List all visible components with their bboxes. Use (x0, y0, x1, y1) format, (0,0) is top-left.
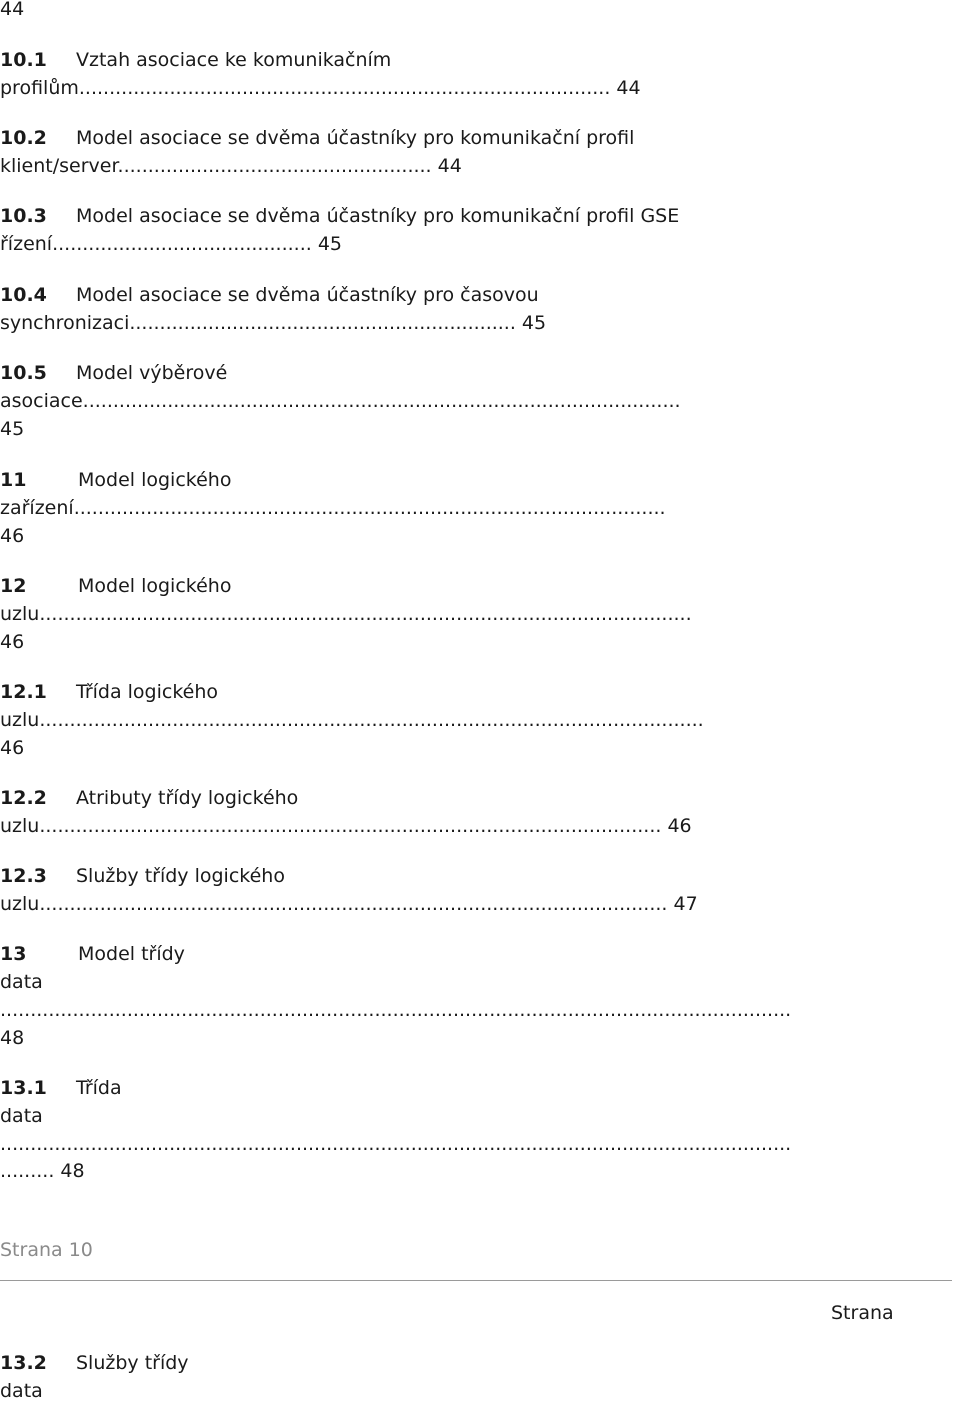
toc-number: 10.5 (0, 362, 47, 384)
toc-title-line (0, 466, 231, 494)
toc-continuation: uzlu.............................................................................................................. (0, 709, 704, 731)
toc-title-line (0, 784, 298, 812)
toc-title: Služby třídy (76, 1352, 189, 1374)
footer-page-label: Strana 10 (0, 1239, 93, 1261)
toc-page-number: 46 (0, 737, 25, 759)
toc-continuation: klient/server.................................................... 44 (0, 155, 462, 177)
toc-continuation: asociace................................................................................................... (0, 390, 681, 412)
toc-page-number: 46 (0, 631, 25, 653)
toc-number: 10.3 (0, 205, 47, 227)
page-number-top: 44 (0, 0, 25, 20)
toc-title-line (0, 124, 634, 152)
toc-title-line (0, 281, 539, 309)
toc-continuation: zařízení.................................................................................................. (0, 497, 666, 519)
toc-title-line (0, 1074, 122, 1102)
toc-title: Model logického (78, 575, 232, 597)
toc-number: 10.4 (0, 284, 47, 306)
toc-title: Služby třídy logického (76, 865, 285, 887)
toc-number: 12.2 (0, 787, 47, 809)
toc-title: Třída (76, 1077, 122, 1099)
toc-title: Model logického (78, 469, 232, 491)
toc-number: 13.1 (0, 1077, 47, 1099)
toc-title: Model asociace se dvěma účastníky pro komunikační profil GSE (76, 205, 680, 227)
toc-continuation: profilům........................................................................................ 44 (0, 77, 641, 99)
toc-continuation: data (0, 1380, 43, 1402)
toc-continuation: řízení........................................... 45 (0, 233, 342, 255)
toc-leader-dots: ................................................................................................................................... (0, 1133, 792, 1155)
toc-title: Model třídy (78, 943, 185, 965)
toc-number: 12 (0, 575, 27, 597)
toc-title-line (0, 940, 185, 968)
toc-title: Model asociace se dvěma účastníky pro komunikační profil (76, 127, 635, 149)
toc-page-number: 45 (0, 418, 25, 440)
toc-continuation: uzlu........................................................................................................ 47 (0, 893, 698, 915)
toc-leader-dots: ................................................................................................................................... (0, 999, 792, 1021)
toc-number: 10.2 (0, 127, 47, 149)
toc-continuation: uzlu............................................................................................................ (0, 603, 692, 625)
toc-number: 10.1 (0, 49, 47, 71)
toc-page-number: 46 (0, 525, 25, 547)
toc-title-line (0, 46, 391, 74)
header-right-label: Strana (831, 1302, 894, 1324)
toc-title: Třída logického (76, 681, 219, 703)
toc-continuation: data (0, 1105, 43, 1127)
toc-continuation: synchronizaci................................................................ 45 (0, 312, 547, 334)
toc-title: Model výběrové (76, 362, 228, 384)
toc-title-line (0, 202, 679, 230)
toc-page-number: ......... 48 (0, 1160, 85, 1182)
toc-title: Vztah asociace ke komunikačním (76, 49, 392, 71)
footer-divider (0, 1280, 952, 1281)
toc-title-line (0, 678, 218, 706)
toc-title-line (0, 1349, 189, 1377)
toc-continuation: uzlu....................................................................................................... 46 (0, 815, 692, 837)
toc-continuation: data (0, 971, 43, 993)
toc-title-line (0, 862, 285, 890)
toc-title: Atributy třídy logického (76, 787, 299, 809)
toc-number: 12.1 (0, 681, 47, 703)
toc-number: 13 (0, 943, 27, 965)
toc-title: Model asociace se dvěma účastníky pro časovou (76, 284, 539, 306)
toc-number: 13.2 (0, 1352, 47, 1374)
toc-page-number: 48 (0, 1027, 25, 1049)
toc-number: 12.3 (0, 865, 47, 887)
toc-number: 11 (0, 469, 27, 491)
toc-title-line (0, 359, 227, 387)
toc-title-line (0, 572, 231, 600)
